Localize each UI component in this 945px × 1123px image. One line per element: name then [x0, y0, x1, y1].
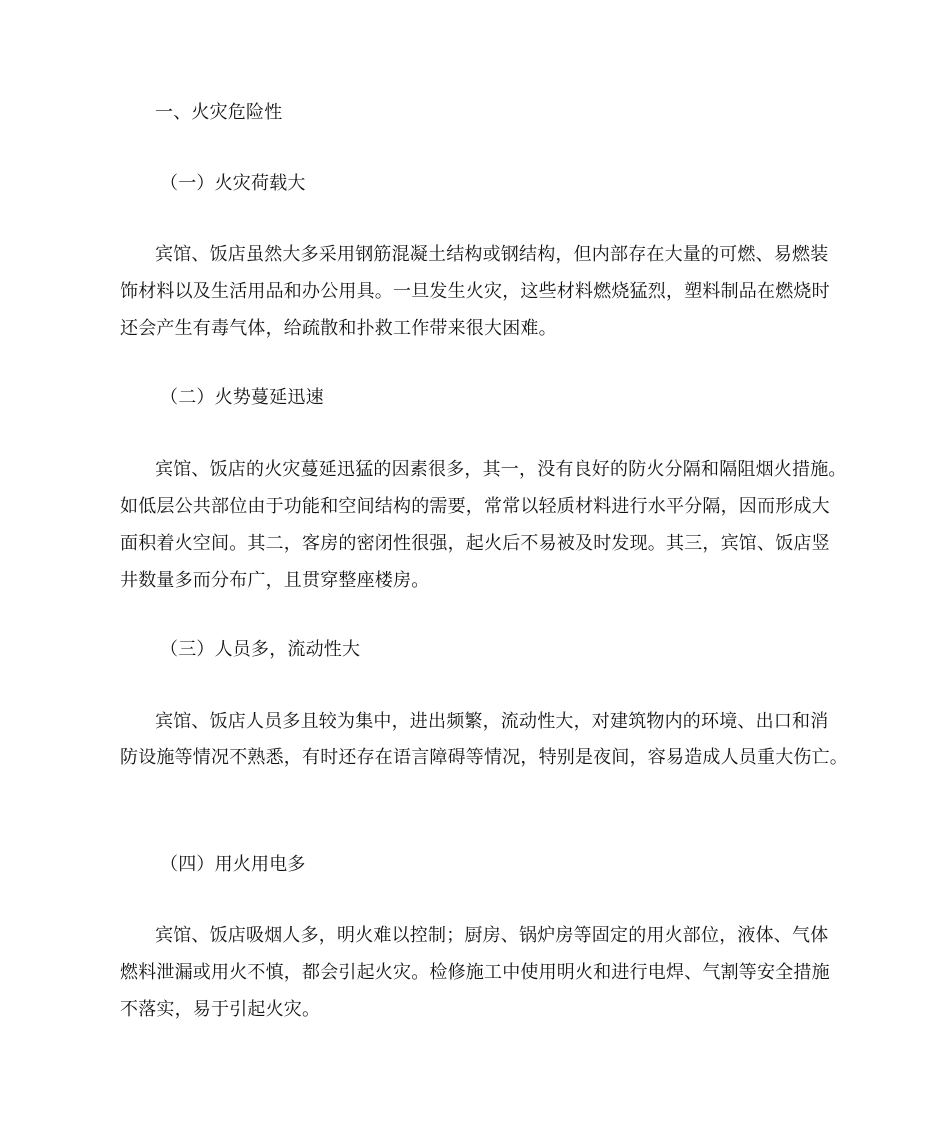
section-4-line-1: 宾馆、饭店吸烟人多，明火难以控制；厨房、锅炉房等固定的用火部位，液体、气体: [155, 925, 829, 946]
section-2-line-2: 如低层公共部位由于功能和空间结构的需要，常常以轻质材料进行水平分隔，因而形成大: [120, 496, 830, 517]
section-2-line-1: 宾馆、饭店的火灾蔓延迅猛的因素很多，其一，没有良好的防火分隔和隔阻烟火措施。: [155, 459, 847, 480]
section-4-line-2: 燃料泄漏或用火不慎，都会引起火灾。检修施工中使用明火和进行电焊、气割等安全措施: [120, 962, 830, 983]
section-3-line-1: 宾馆、饭店人员多且较为集中，进出频繁，流动性大，对建筑物内的环境、出口和消: [155, 711, 829, 732]
section-4-line-3: 不落实，易于引起火灾。: [120, 999, 321, 1020]
section-1-line-1: 宾馆、饭店虽然大多采用钢筋混凝土结构或钢结构，但内部存在大量的可燃、易燃装: [155, 244, 829, 265]
section-3-line-2: 防设施等情况不熟悉，有时还存在语言障碍等情况，特别是夜间，容易造成人员重大伤亡。: [120, 747, 848, 768]
section-2-line-4: 井数量多而分布广，且贯穿整座楼房。: [120, 570, 430, 591]
document-heading: 一、火灾危险性: [155, 102, 283, 123]
section-title-1: （一）火灾荷载大: [160, 173, 306, 194]
section-2-line-3: 面积着火空间。其二，客房的密闭性很强，起火后不易被及时发现。其三，宾馆、饭店竖: [120, 533, 830, 554]
section-title-3: （三）人员多，流动性大: [160, 639, 361, 660]
section-title-2: （二）火势蔓延迅速: [160, 387, 324, 408]
section-1-line-2: 饰材料以及生活用品和办公用具。一旦发生火灾，这些材料燃烧猛烈，塑料制品在燃烧时: [120, 281, 830, 302]
section-title-4: （四）用火用电多: [160, 854, 306, 875]
section-1-line-3: 还会产生有毒气体，给疏散和扑救工作带来很大困难。: [120, 318, 557, 339]
